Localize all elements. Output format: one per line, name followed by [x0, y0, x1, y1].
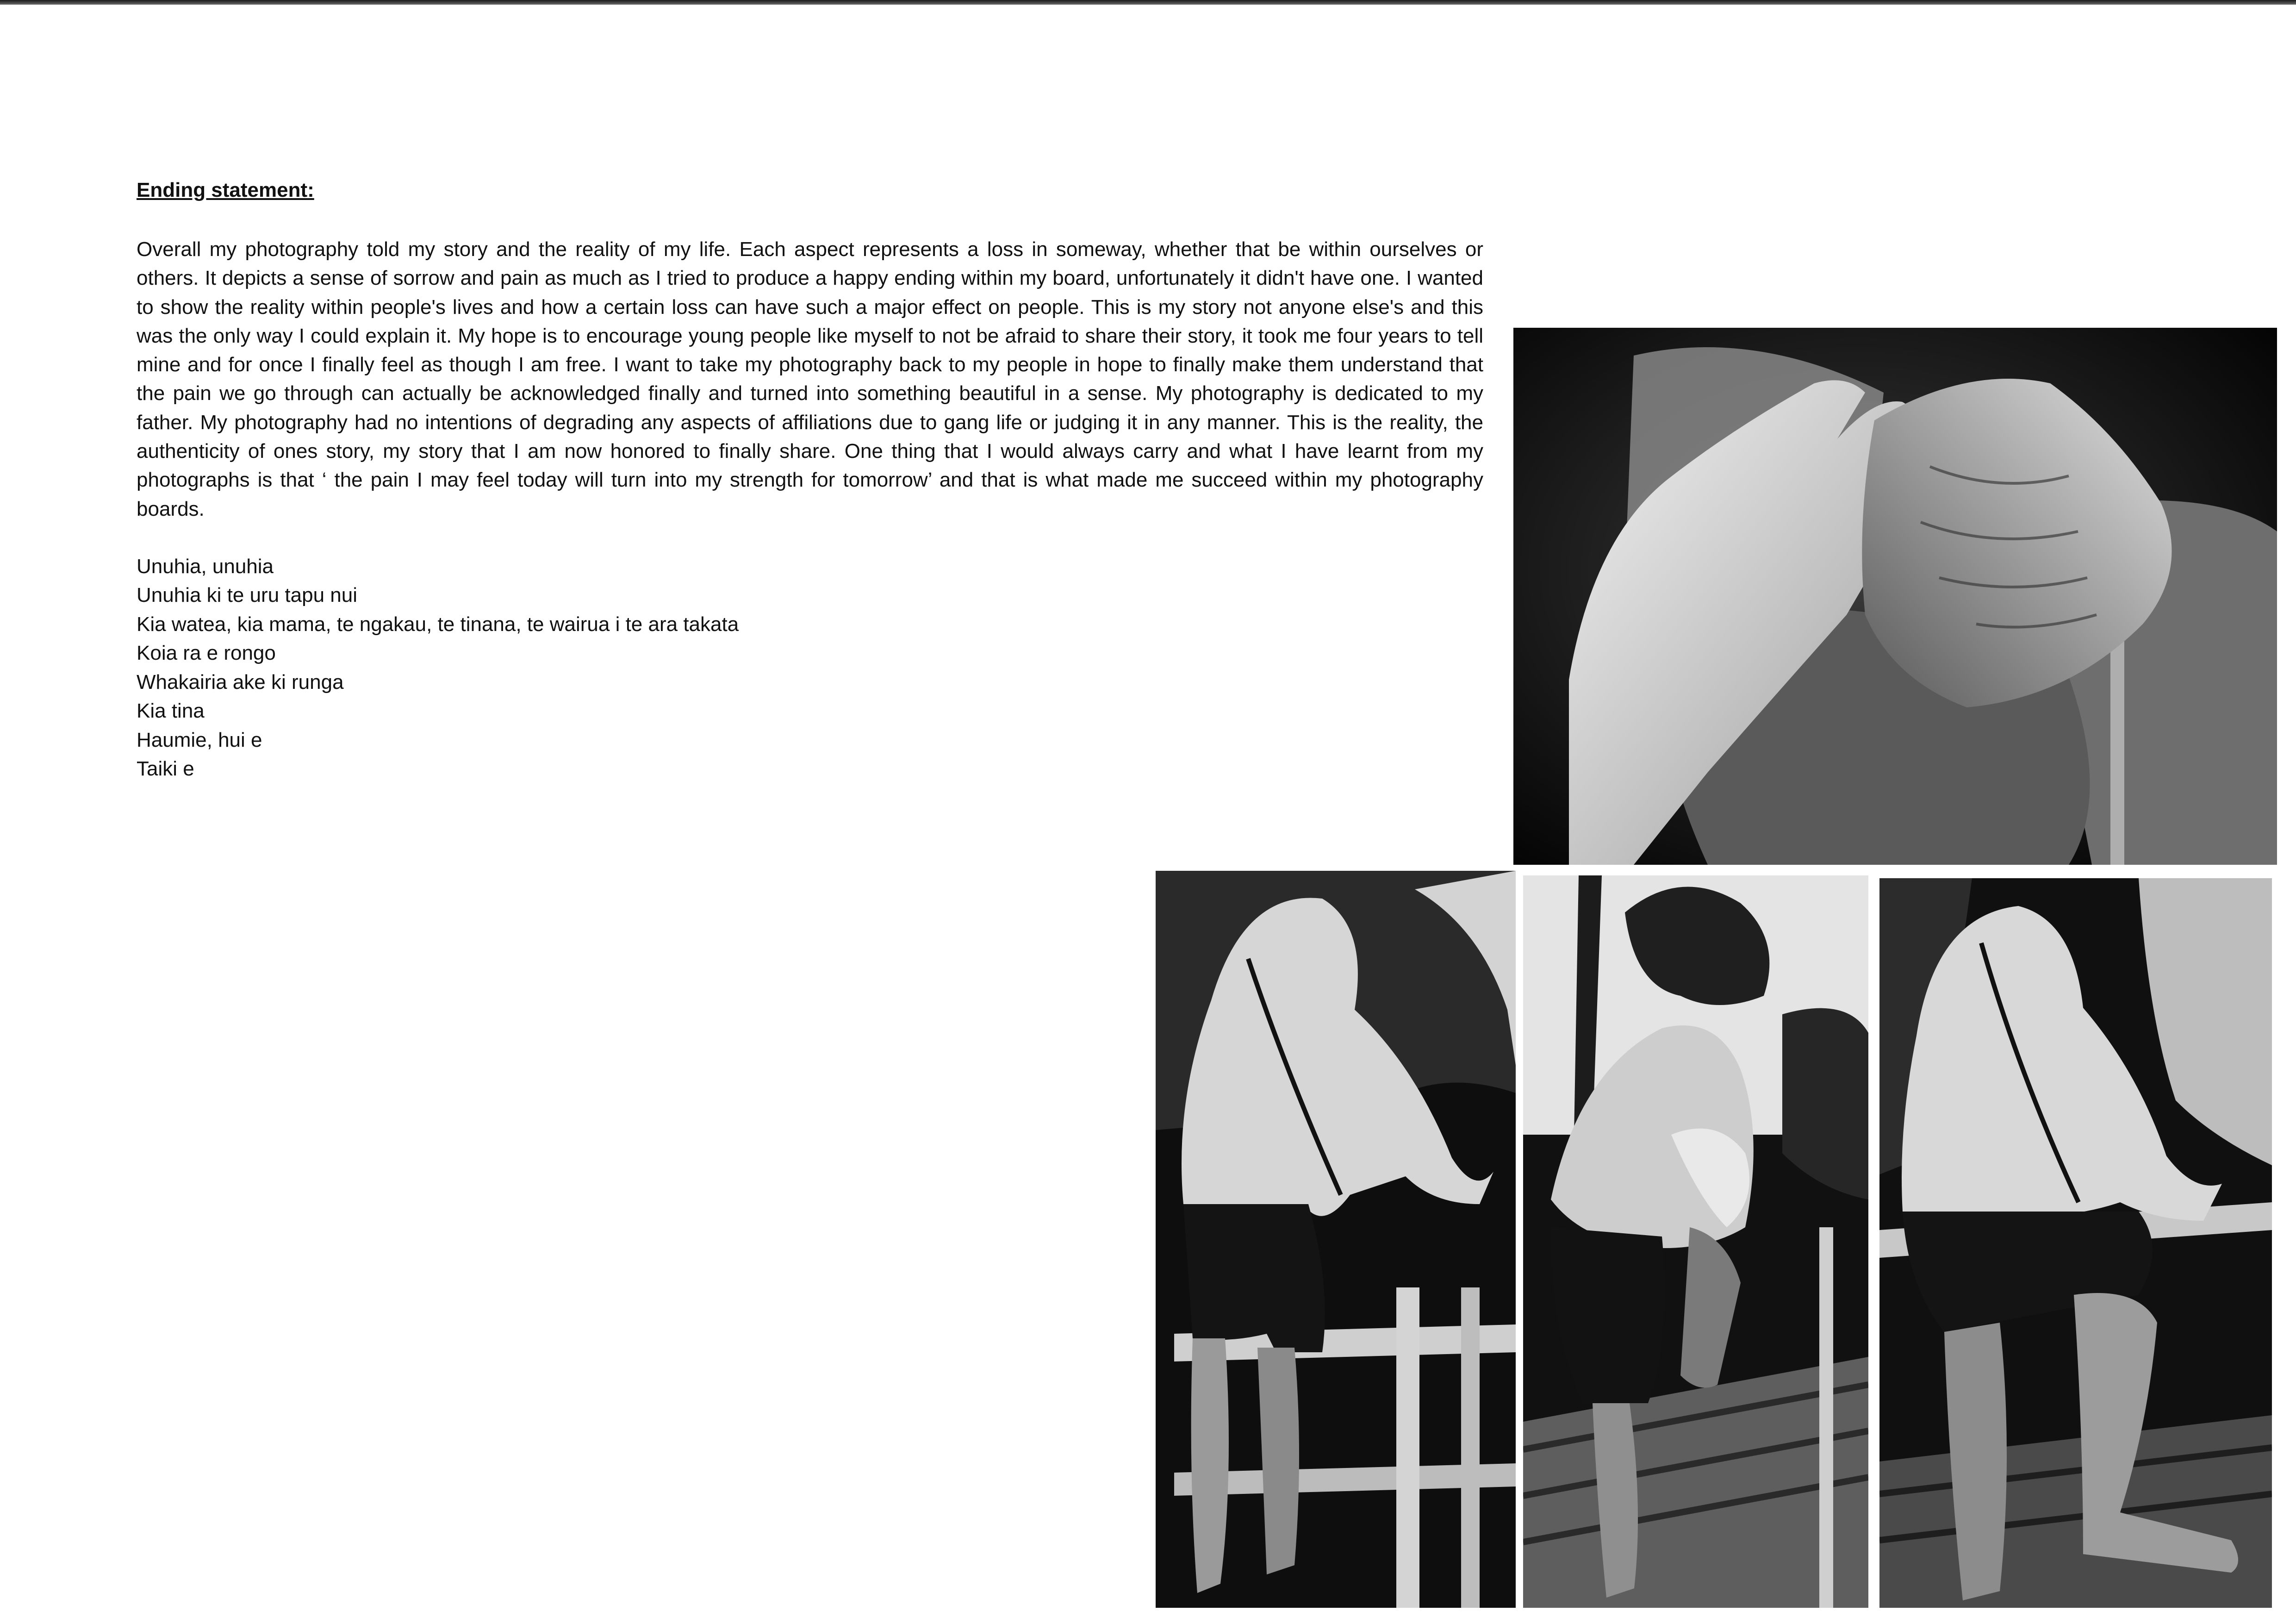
- photo-hands: [1513, 328, 2277, 865]
- poem-line: Unuhia ki te uru tapu nui: [137, 584, 357, 607]
- poem-line: Unuhia, unuhia: [137, 555, 274, 578]
- photo-figure-leaning: [1156, 871, 1516, 1608]
- text-block: [137, 176, 1483, 784]
- poem-line: Kia tina: [137, 700, 205, 723]
- photo-figure-embrace-image: [1523, 875, 1868, 1608]
- photo-hands-image: [1513, 328, 2277, 865]
- karakia-poem: [137, 552, 1483, 784]
- poem-line: Koia ra e rongo: [137, 642, 276, 665]
- poem-line: Kia watea, kia mama, te ngakau, te tinana, te wairua i te ara takata: [137, 612, 739, 636]
- poem-line: Taiki e: [137, 757, 194, 781]
- photo-figure-railing-image: [1879, 878, 2272, 1608]
- ending-statement-heading: Ending statement:: [137, 179, 314, 201]
- photo-figure-leaning-image: [1156, 871, 1516, 1608]
- poem-line: Whakairia ake ki runga: [137, 670, 344, 693]
- ending-statement-paragraph: Overall my photography told my story and the reality of my life. Each aspect represents a loss in someway, whether that be within ourselves or others. It depicts a sense of sorrow and pain as much as I tried to produce a happy ending within my board, unfortunately it didn't have one. I wanted to show the reality within people's lives and how a certain loss can have such a major effect on people. This is my story not anyone else's and this was the only way I could explain it. My hope is to encourage young people like myself to not be afraid to share their story, it took me four years to tell mine and for once I finally feel as though I am free. I want to take my photography back to my people in hope to finally make them understand that the pain we go through can actually be acknowledged finally and turned into something beautiful in a sense. My photography is dedicated to my father. My photography had no intentions of degrading any aspects of affiliations due to gang life or judging it in any manner. This is the reality, the authenticity of ones story, my story that I am now honored to finally share. One thing that I would always carry and what I have learnt from my photographs is that ‘ the pain I may feel today will turn into my strength for tomorrow’ and that is what made me succeed within my photography boards.: [137, 238, 1483, 520]
- photo-figure-railing: [1879, 878, 2272, 1608]
- poem-line: Haumie, hui e: [137, 728, 262, 751]
- scan-edge: [0, 0, 2296, 5]
- photo-figure-embrace: [1523, 875, 1868, 1608]
